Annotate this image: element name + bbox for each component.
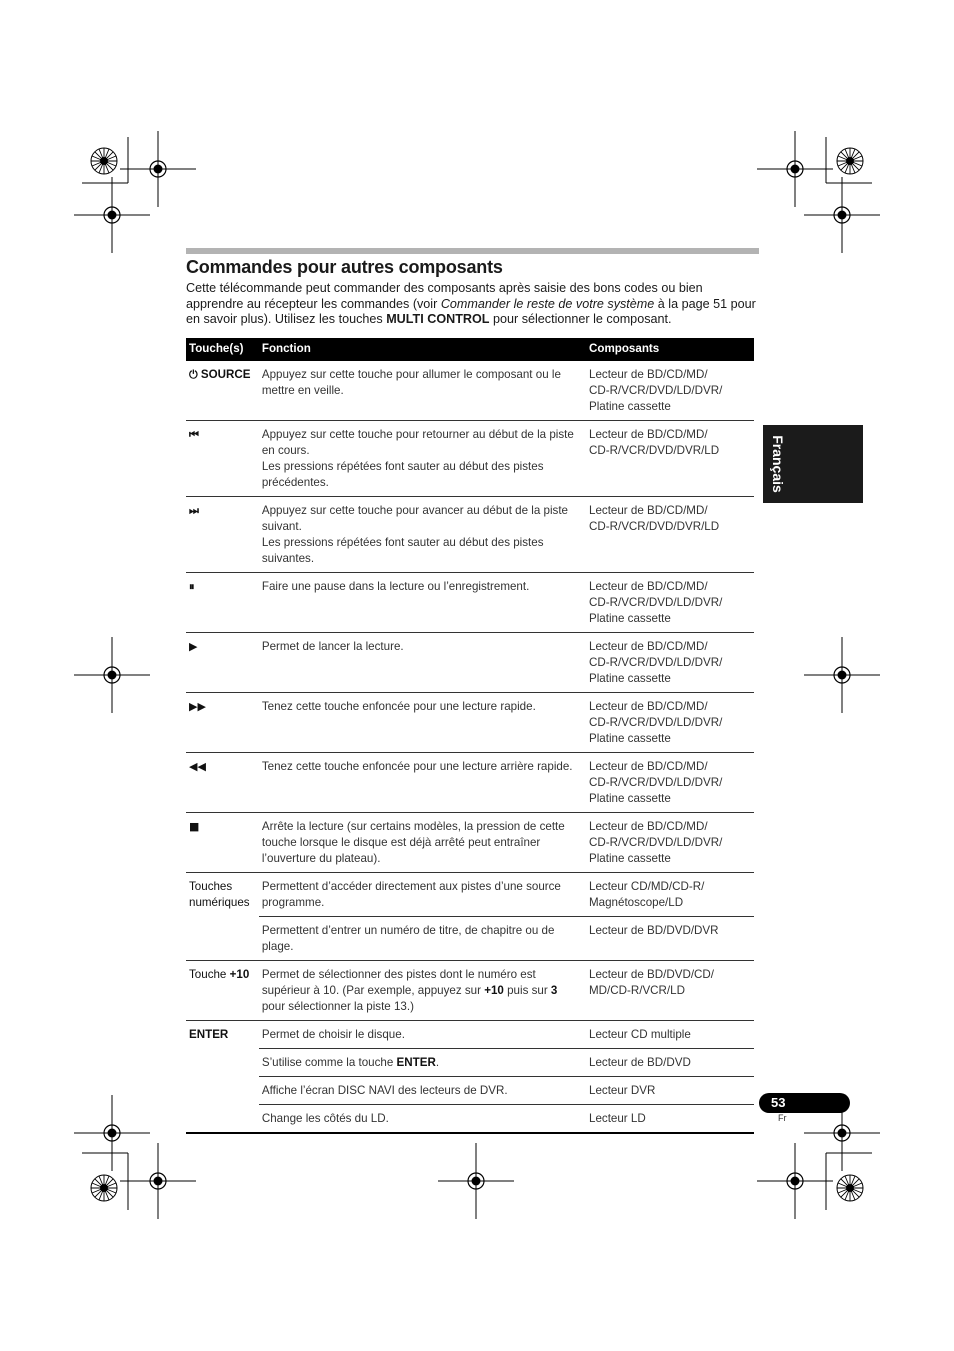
key-cell bbox=[186, 633, 259, 693]
function-cell: Permettent d’entrer un numéro de titre, de chapitre ou de plage. bbox=[259, 917, 586, 961]
table-row bbox=[186, 873, 754, 917]
table-row bbox=[186, 693, 754, 753]
function-cell: Change les côtés du LD. bbox=[259, 1105, 586, 1133]
function-cell: Faire une pause dans la lecture ou l’enregistrement. bbox=[259, 573, 586, 633]
function-cell: Appuyez sur cette touche pour allumer le composant ou le mettre en veille. bbox=[261, 368, 561, 397]
key-icon: ▶ bbox=[189, 640, 198, 653]
header-components: Composants bbox=[586, 338, 754, 361]
page-language: Fr bbox=[778, 1113, 787, 1123]
intro-link-text: Commander le reste de votre système bbox=[440, 296, 655, 311]
key-cell: ENTER bbox=[186, 1021, 259, 1049]
function-cell: Permet de choisir le disque. bbox=[259, 1021, 586, 1049]
table-row bbox=[186, 421, 754, 497]
language-tab-label: Français bbox=[770, 435, 786, 493]
table-row bbox=[186, 1077, 754, 1105]
key-cell: Touche +10 bbox=[186, 961, 259, 1021]
key-icon: ⏮ bbox=[189, 428, 199, 441]
key-cell bbox=[186, 573, 259, 633]
components-cell: Lecteur LD bbox=[586, 1105, 754, 1133]
table-row bbox=[186, 497, 754, 573]
components-cell: Lecteur de BD/CD/MD/ CD-R/VCR/DVD/LD/DVR/ Platine cassette bbox=[586, 813, 754, 873]
intro-text-2: à la page 51 pour en savoir plus). Utilisez les touches bbox=[186, 296, 756, 327]
function-cell: S’utilise comme la touche ENTER. bbox=[259, 1049, 586, 1077]
components-cell: Lecteur de BD/DVD bbox=[586, 1049, 754, 1077]
table-row bbox=[186, 1021, 754, 1049]
components-cell: Lecteur de BD/CD/MD/ CD-R/VCR/DVD/DVR/LD bbox=[586, 497, 754, 573]
key-cell bbox=[186, 693, 259, 753]
key-cell bbox=[186, 1105, 259, 1133]
function-cell: Permet de lancer la lecture. bbox=[259, 633, 586, 693]
key-icon: ⏭ bbox=[189, 504, 199, 517]
table-row bbox=[186, 361, 754, 421]
table-row bbox=[186, 917, 754, 961]
function-cell: Tenez cette touche enfoncée pour une lecture rapide. bbox=[259, 693, 586, 753]
table-row bbox=[186, 961, 754, 1021]
intro-bold-text: MULTI CONTROL bbox=[386, 312, 490, 327]
key-cell bbox=[186, 753, 259, 813]
key-cell: Touches numériques bbox=[186, 873, 259, 917]
function-cell: Affiche l’écran DISC NAVI des lecteurs de DVR. bbox=[259, 1077, 586, 1105]
key-cell bbox=[186, 917, 259, 961]
key-icon: ◀◀ bbox=[189, 760, 206, 773]
function-cell: Permettent d’accéder directement aux pistes d’une source programme. bbox=[259, 873, 586, 917]
table-bottom-rule bbox=[186, 1132, 754, 1134]
function-cell: Permet de sélectionner des pistes dont le numéro est supérieur à 10. (Par exemple, appuyez sur +10 puis sur 3 pour sélectionner la piste 13.) bbox=[259, 961, 586, 1021]
key-icon: ■ bbox=[189, 820, 200, 833]
table-row bbox=[186, 573, 754, 633]
components-cell: Lecteur CD/MD/CD-R/ Magnétoscope/LD bbox=[586, 873, 754, 917]
components-cell: Lecteur de BD/CD/MD/ CD-R/VCR/DVD/LD/DVR/ Platine cassette bbox=[586, 753, 754, 813]
function-cell: Arrête la lecture (sur certains modèles, la pression de cette touche lorsque le disque est déjà arrêté peut entraîner l’ouverture du plateau). bbox=[259, 813, 586, 873]
table-row bbox=[186, 813, 754, 873]
section-title: Commandes pour autres composants bbox=[186, 257, 503, 277]
key-icon: ⏻ bbox=[189, 368, 198, 381]
section-intro bbox=[186, 281, 758, 328]
function-cell: Tenez cette touche enfoncée pour une lecture arrière rapide. bbox=[259, 753, 586, 813]
key-cell bbox=[186, 813, 259, 873]
components-cell: Lecteur de BD/CD/MD/ CD-R/VCR/DVD/LD/DVR/ Platine cassette bbox=[589, 368, 723, 413]
components-cell: Lecteur de BD/CD/MD/ CD-R/VCR/DVD/LD/DVR/ Platine cassette bbox=[586, 633, 754, 693]
function-cell: Appuyez sur cette touche pour avancer au début de la piste suivant. Les pressions répétées font sauter au début des pistes suivantes. bbox=[259, 497, 586, 573]
components-cell: Lecteur CD multiple bbox=[586, 1021, 754, 1049]
key-icon: ⏸ bbox=[189, 580, 195, 593]
table-row bbox=[186, 633, 754, 693]
key-cell bbox=[186, 1049, 259, 1077]
section-top-bar bbox=[186, 248, 759, 254]
table-row bbox=[186, 753, 754, 813]
intro-text-1: Cette télécommande peut commander des composants après saisie des bons codes ou bien apprendre au récepteur les commandes (voir bbox=[186, 281, 703, 311]
commands-table bbox=[186, 338, 754, 1132]
key-icon: ▶▶ bbox=[189, 700, 206, 713]
components-cell: Lecteur de BD/CD/MD/ CD-R/VCR/DVD/DVR/LD bbox=[586, 421, 754, 497]
key-cell bbox=[186, 1077, 259, 1105]
key-label: SOURCE bbox=[197, 368, 251, 381]
key-cell bbox=[186, 421, 259, 497]
components-cell: Lecteur de BD/DVD/DVR bbox=[586, 917, 754, 961]
components-cell: Lecteur DVR bbox=[586, 1077, 754, 1105]
components-cell: Lecteur de BD/CD/MD/ CD-R/VCR/DVD/LD/DVR/ Platine cassette bbox=[586, 693, 754, 753]
key-cell bbox=[186, 361, 259, 421]
table-header-row bbox=[186, 338, 754, 361]
header-function: Fonction bbox=[259, 338, 586, 361]
components-cell: Lecteur de BD/CD/MD/ CD-R/VCR/DVD/LD/DVR/ Platine cassette bbox=[586, 573, 754, 633]
page-number: 53 bbox=[771, 1095, 786, 1110]
table-row bbox=[186, 1049, 754, 1077]
components-cell: Lecteur de BD/DVD/CD/ MD/CD-R/VCR/LD bbox=[586, 961, 754, 1021]
key-cell bbox=[186, 497, 259, 573]
function-cell: Appuyez sur cette touche pour retourner au début de la piste en cours. Les pressions répétées font sauter au début des pistes précédentes. bbox=[259, 421, 586, 497]
header-keys: Touche(s) bbox=[186, 338, 259, 361]
table-row bbox=[186, 1105, 754, 1133]
intro-text-3: pour sélectionner le composant. bbox=[489, 312, 672, 327]
